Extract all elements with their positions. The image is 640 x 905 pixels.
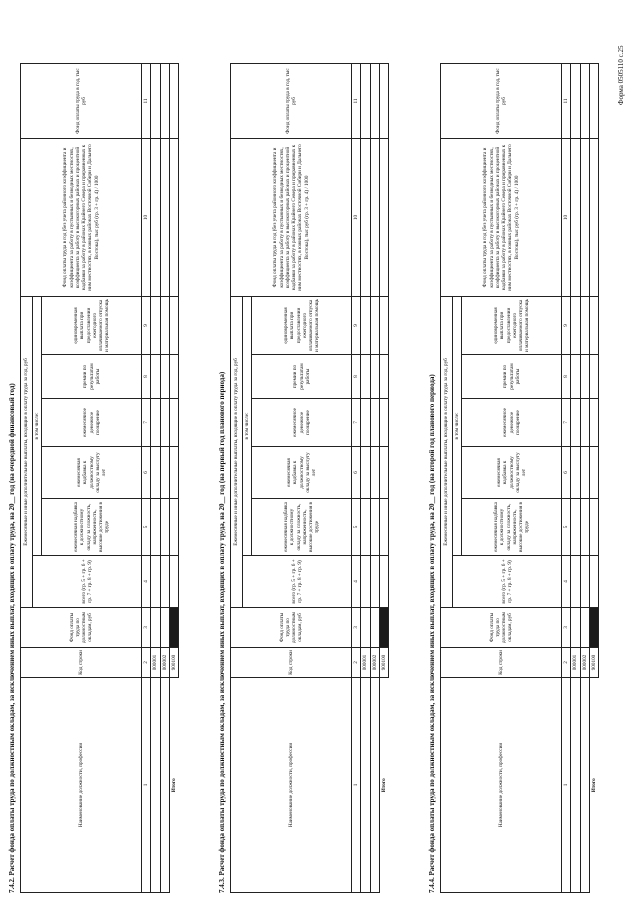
header-fund: Фонд оплаты труда по должностным окладам, руб [441, 608, 562, 648]
total-code: 900100 [379, 648, 388, 678]
value-cell[interactable] [151, 297, 160, 355]
total-value-cell[interactable] [169, 499, 178, 556]
value-cell[interactable] [370, 556, 379, 608]
table-row [151, 64, 160, 893]
total-code: 900100 [169, 648, 178, 678]
section-title: 7.4.3. Расчет фонда оплаты труда по должностным окладам, за исключением иных выплат, входящих в оплату труда, на 20__ год (на первый год планового периода) [218, 371, 226, 893]
column-number: 11 [352, 64, 361, 139]
fund-table [20, 63, 179, 893]
value-cell[interactable] [370, 64, 379, 139]
table-row [160, 64, 169, 893]
value-cell[interactable] [571, 355, 580, 399]
value-cell[interactable] [160, 355, 169, 399]
header-payments-group: Ежемесячные и иные дополнительные выплаты, входящие в оплату труда за год, руб [231, 297, 243, 608]
value-cell[interactable] [361, 64, 370, 139]
value-cell[interactable] [361, 447, 370, 499]
value-cell[interactable] [571, 399, 580, 447]
header-col9: единовременная выплата при предоставлении ежегодного оплачиваемого отпуска и материальная помощь [252, 297, 352, 355]
header-col10: Фонд оплаты труда в год (без учета районного коэффициента и коэффициента за работу в пустынных и безводных местностях, коэффициента за работу в высокогорных районах и процентной надбавки за работу в районах Крайнего Севера и приравненных к ним местностях, в южных районах Восточной Сибири и Дальнего Востока), тыс руб (гр. 3 + гр. 4) / 1000 [231, 139, 352, 297]
value-cell[interactable] [160, 447, 169, 499]
value-cell[interactable] [361, 297, 370, 355]
header-code: Код строки [231, 648, 352, 678]
column-number: 1 [142, 678, 151, 893]
value-cell[interactable] [370, 355, 379, 399]
value-cell[interactable] [580, 297, 589, 355]
header-fund: Фонд оплаты труда по должностным окладам, руб [21, 608, 142, 648]
value-cell[interactable] [571, 608, 580, 648]
column-number: 3 [562, 608, 571, 648]
total-value-cell[interactable] [589, 297, 598, 355]
fund-table [440, 63, 599, 893]
total-label: Итого [381, 778, 388, 793]
table-row [571, 64, 580, 893]
value-cell[interactable] [580, 447, 589, 499]
table-row [580, 64, 589, 893]
column-number: 10 [562, 139, 571, 297]
name-cell[interactable] [160, 678, 169, 893]
table-row [370, 64, 379, 893]
code-cell: 000002 [370, 648, 379, 678]
name-cell[interactable] [571, 678, 580, 893]
header-col7: ежемесячное денежное поощрение [462, 399, 562, 447]
value-cell[interactable] [571, 556, 580, 608]
value-cell[interactable] [151, 399, 160, 447]
column-number: 6 [562, 447, 571, 499]
header-name: Наименование должности, профессии [441, 678, 562, 893]
value-cell[interactable] [361, 399, 370, 447]
value-cell[interactable] [580, 556, 589, 608]
name-cell[interactable] [361, 678, 370, 893]
header-col8: премии по результатам работы [42, 355, 142, 399]
total-value-cell[interactable] [169, 139, 178, 297]
column-number: 6 [142, 447, 151, 499]
total-value-cell[interactable] [169, 64, 178, 139]
header-total: всего (гр. 5 + гр. 6 + гр. 7 + гр. 8 + гр. 9) [243, 556, 352, 608]
shaded-cell [589, 608, 598, 648]
value-cell[interactable] [151, 355, 160, 399]
total-value-cell[interactable] [379, 399, 388, 447]
column-number: 7 [562, 399, 571, 447]
value-cell[interactable] [370, 297, 379, 355]
column-number: 8 [352, 355, 361, 399]
header-col6: ежемесячная надбавка к должностному окладу за выслугу лет [252, 447, 352, 499]
header-name: Наименование должности, профессии [21, 678, 142, 893]
value-cell[interactable] [571, 139, 580, 297]
value-cell[interactable] [361, 556, 370, 608]
value-cell[interactable] [151, 64, 160, 139]
header-col8: премии по результатам работы [462, 355, 562, 399]
value-cell[interactable] [370, 608, 379, 648]
column-number: 2 [142, 648, 151, 678]
header-code: Код строки [441, 648, 562, 678]
value-cell[interactable] [370, 447, 379, 499]
total-value-cell[interactable] [589, 399, 598, 447]
column-number: 1 [352, 678, 361, 893]
value-cell[interactable] [361, 499, 370, 556]
value-cell[interactable] [370, 499, 379, 556]
column-number: 11 [142, 64, 151, 139]
header-fund: Фонд оплаты труда по должностным окладам, руб [231, 608, 352, 648]
header-col7: ежемесячное денежное поощрение [42, 399, 142, 447]
section-title: 7.4.4. Расчет фонда оплаты труда по должностным окладам, за исключением иных выплат, входящих в оплату труда, на 20__ год (на второй год планового периода) [428, 374, 436, 893]
header-col9: единовременная выплата при предоставлении ежегодного оплачиваемого отпуска и материальная помощь [42, 297, 142, 355]
value-cell[interactable] [160, 139, 169, 297]
value-cell[interactable] [580, 64, 589, 139]
name-cell[interactable] [580, 678, 589, 893]
header-col6: ежемесячная надбавка к должностному окладу за выслугу лет [462, 447, 562, 499]
column-number: 4 [142, 556, 151, 608]
value-cell[interactable] [370, 139, 379, 297]
section-title: 7.4.2. Расчет фонда оплаты труда по должностным окладам, за исключением иных выплат, входящих в оплату труда, на 20__ год (на очередной финансовый год) [8, 383, 16, 893]
shaded-cell [169, 608, 178, 648]
value-cell[interactable] [370, 399, 379, 447]
total-value-cell[interactable] [169, 355, 178, 399]
header-incl: в том числе: [243, 297, 252, 556]
fund-table [230, 63, 389, 893]
header-code: Код строки [21, 648, 142, 678]
column-number: 4 [562, 556, 571, 608]
code-cell: 000001 [571, 648, 580, 678]
column-number: 9 [562, 297, 571, 355]
name-cell[interactable] [370, 678, 379, 893]
column-number: 2 [352, 648, 361, 678]
total-value-cell[interactable] [169, 399, 178, 447]
value-cell[interactable] [151, 139, 160, 297]
value-cell[interactable] [151, 608, 160, 648]
value-cell[interactable] [151, 556, 160, 608]
total-value-cell[interactable] [379, 139, 388, 297]
table-section [218, 0, 423, 905]
column-number: 7 [142, 399, 151, 447]
header-total: всего (гр. 5 + гр. 6 + гр. 7 + гр. 8 + гр. 9) [453, 556, 562, 608]
total-value-cell[interactable] [379, 297, 388, 355]
header-col7: ежемесячное денежное поощрение [252, 399, 352, 447]
header-total: всего (гр. 5 + гр. 6 + гр. 7 + гр. 8 + гр. 9) [33, 556, 142, 608]
value-cell[interactable] [160, 297, 169, 355]
total-value-cell[interactable] [589, 139, 598, 297]
value-cell[interactable] [580, 399, 589, 447]
header-incl: в том числе: [453, 297, 462, 556]
header-col8: премии по результатам работы [252, 355, 352, 399]
header-payments-group: Ежемесячные и иные дополнительные выплаты, входящие в оплату труда за год, руб [21, 297, 33, 608]
code-cell: 000002 [580, 648, 589, 678]
total-label: Итого [171, 778, 178, 793]
shaded-cell [379, 608, 388, 648]
form-label: Форма 0505110 с.25 [617, 45, 625, 105]
header-col6: ежемесячная надбавка к должностному окладу за выслугу лет [42, 447, 142, 499]
header-col10: Фонд оплаты труда в год (без учета районного коэффициента и коэффициента за работу в пустынных и безводных местностях, коэффициента за работу в высокогорных районах и процентной надбавки за работу в районах Крайнего Севера и приравненных к ним местностях, в южных районах Восточной Сибири и Дальнего Востока), тыс руб (гр. 3 + гр. 4) / 1000 [21, 139, 142, 297]
column-number: 3 [352, 608, 361, 648]
header-col5: ежемесячная надбавка к должностному окладу за сложность, напряженность, высокие достижения в труде [462, 499, 562, 556]
total-value-cell[interactable] [589, 355, 598, 399]
column-number: 9 [352, 297, 361, 355]
value-cell[interactable] [361, 355, 370, 399]
header-col10: Фонд оплаты труда в год (без учета районного коэффициента и коэффициента за работу в пустынных и безводных местностях, коэффициента за работу в высокогорных районах и процентной надбавки за работу в районах Крайнего Севера и приравненных к ним местностях, в южных районах Восточной Сибири и Дальнего Востока), тыс руб (гр. 3 + гр. 4) / 1000 [441, 139, 562, 297]
value-cell[interactable] [160, 499, 169, 556]
total-label: Итого [591, 778, 598, 793]
value-cell[interactable] [571, 499, 580, 556]
value-cell[interactable] [151, 447, 160, 499]
column-number: 6 [352, 447, 361, 499]
value-cell[interactable] [571, 297, 580, 355]
value-cell[interactable] [151, 499, 160, 556]
table-row [361, 64, 370, 893]
header-col5: ежемесячная надбавка к должностному окладу за сложность, напряженность, высокие достижения в труде [252, 499, 352, 556]
name-cell[interactable] [151, 678, 160, 893]
total-row [169, 64, 178, 893]
column-number: 4 [352, 556, 361, 608]
total-value-cell[interactable] [169, 447, 178, 499]
column-number: 5 [562, 499, 571, 556]
value-cell[interactable] [580, 355, 589, 399]
value-cell[interactable] [580, 608, 589, 648]
total-value-cell[interactable] [379, 499, 388, 556]
value-cell[interactable] [361, 608, 370, 648]
column-number: 2 [562, 648, 571, 678]
header-col11: Фонд оплаты труда в год, тыс руб [441, 64, 562, 139]
table-section [8, 0, 213, 905]
code-cell: 000001 [151, 648, 160, 678]
total-value-cell[interactable] [589, 447, 598, 499]
column-number: 9 [142, 297, 151, 355]
total-value-cell[interactable] [379, 64, 388, 139]
header-name: Наименование должности, профессии [231, 678, 352, 893]
value-cell[interactable] [580, 139, 589, 297]
total-value-cell[interactable] [589, 556, 598, 608]
column-number: 7 [352, 399, 361, 447]
column-number: 8 [562, 355, 571, 399]
column-number: 8 [142, 355, 151, 399]
column-number: 11 [562, 64, 571, 139]
code-cell: 000001 [361, 648, 370, 678]
header-payments-group: Ежемесячные и иные дополнительные выплаты, входящие в оплату труда за год, руб [441, 297, 453, 608]
total-value-cell[interactable] [379, 556, 388, 608]
total-value-cell[interactable] [379, 447, 388, 499]
total-code: 900100 [589, 648, 598, 678]
total-row [379, 64, 388, 893]
value-cell[interactable] [580, 499, 589, 556]
total-value-cell[interactable] [379, 355, 388, 399]
column-number: 10 [352, 139, 361, 297]
column-number: 10 [142, 139, 151, 297]
value-cell[interactable] [160, 608, 169, 648]
total-value-cell[interactable] [589, 499, 598, 556]
table-section [428, 0, 633, 905]
header-col9: единовременная выплата при предоставлении ежегодного оплачиваемого отпуска и материальная помощь [462, 297, 562, 355]
code-cell: 000002 [160, 648, 169, 678]
value-cell[interactable] [160, 399, 169, 447]
total-value-cell[interactable] [169, 556, 178, 608]
value-cell[interactable] [160, 64, 169, 139]
column-number: 3 [142, 608, 151, 648]
value-cell[interactable] [571, 447, 580, 499]
column-number: 5 [352, 499, 361, 556]
column-number: 1 [562, 678, 571, 893]
total-value-cell[interactable] [169, 297, 178, 355]
header-col11: Фонд оплаты труда в год, тыс руб [21, 64, 142, 139]
header-incl: в том числе: [33, 297, 42, 556]
header-col11: Фонд оплаты труда в год, тыс руб [231, 64, 352, 139]
value-cell[interactable] [160, 556, 169, 608]
header-col5: ежемесячная надбавка к должностному окладу за сложность, напряженность, высокие достижения в труде [42, 499, 142, 556]
value-cell[interactable] [361, 139, 370, 297]
total-value-cell[interactable] [589, 64, 598, 139]
total-row [589, 64, 598, 893]
column-number: 5 [142, 499, 151, 556]
value-cell[interactable] [571, 64, 580, 139]
